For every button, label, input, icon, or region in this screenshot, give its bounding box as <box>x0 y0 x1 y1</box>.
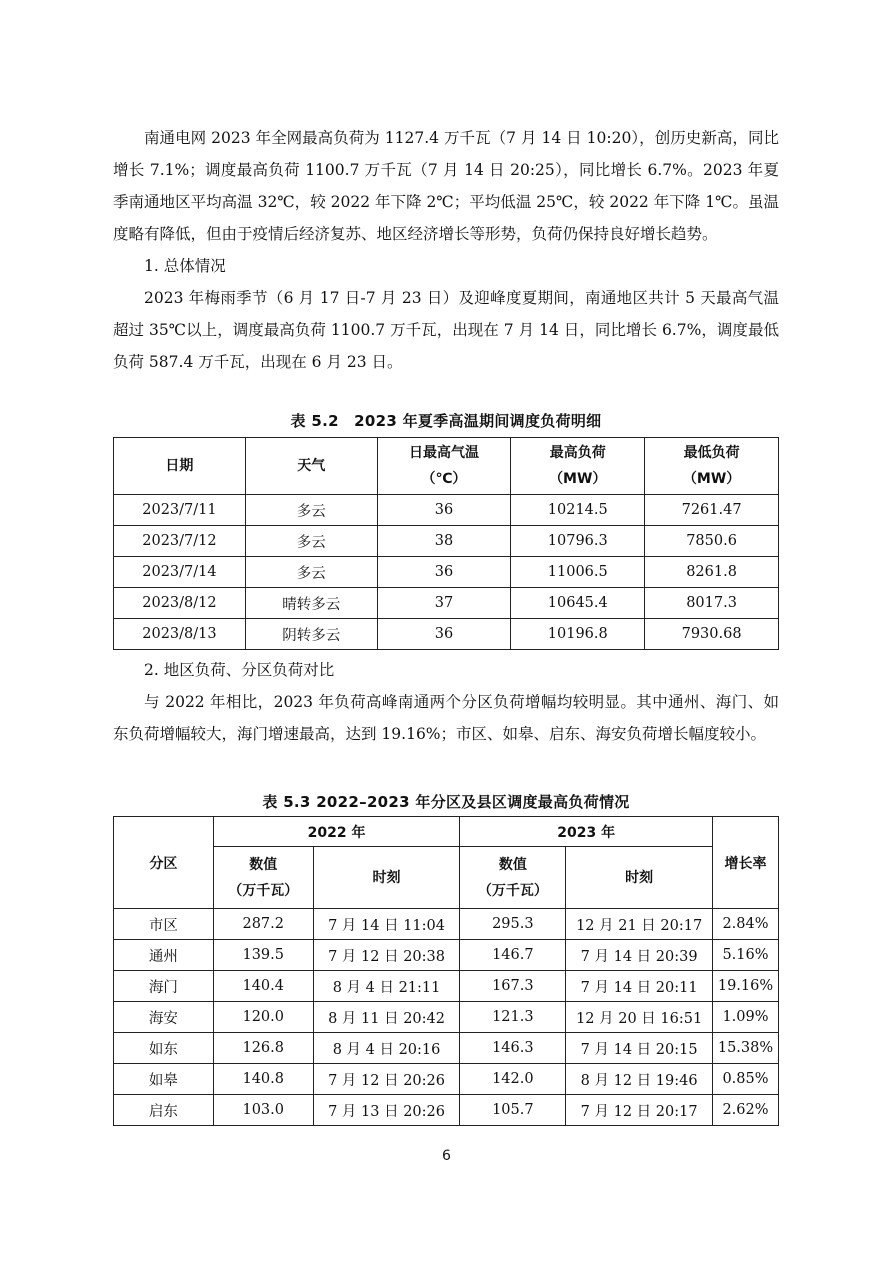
district-load-table <box>113 816 779 1126</box>
cell-time-2023: 7 月 14 日 20:11 <box>566 971 713 1002</box>
table-row <box>114 971 779 1002</box>
cell-time-2023: 8 月 12 日 19:46 <box>566 1064 713 1095</box>
cell-min-load: 7261.47 <box>645 495 779 526</box>
table1-caption: 表 5.2 2023 年夏季高温期间调度负荷明细 <box>290 412 602 430</box>
header-growth: 增长率 <box>713 817 779 909</box>
header-time-2023: 时刻 <box>566 847 713 909</box>
cell-min-load: 8261.8 <box>645 557 779 588</box>
cell-weather: 多云 <box>245 526 377 557</box>
cell-district: 市区 <box>114 909 214 940</box>
cell-growth: 2.84% <box>713 909 779 940</box>
cell-time-2022: 7 月 14 日 11:04 <box>313 909 460 940</box>
cell-value-2022: 126.8 <box>213 1033 313 1064</box>
summer-load-table <box>113 437 779 650</box>
table-row <box>114 588 779 619</box>
cell-value-2023: 105.7 <box>460 1095 566 1126</box>
table2-header-row-2 <box>114 847 779 909</box>
cell-weather: 多云 <box>245 557 377 588</box>
cell-time-2022: 7 月 13 日 20:26 <box>313 1095 460 1126</box>
header-max-temp: 日最高气温 （℃） <box>377 438 511 495</box>
table-row <box>114 1064 779 1095</box>
cell-time-2022: 8 月 4 日 20:16 <box>313 1033 460 1064</box>
cell-time-2023: 7 月 12 日 20:17 <box>566 1095 713 1126</box>
cell-value-2022: 103.0 <box>213 1095 313 1126</box>
header-value-2023: 数值 （万千瓦） <box>460 847 566 909</box>
cell-value-2022: 287.2 <box>213 909 313 940</box>
cell-time-2022: 8 月 11 日 20:42 <box>313 1002 460 1033</box>
cell-time-2022: 8 月 4 日 21:11 <box>313 971 460 1002</box>
header-district: 分区 <box>114 817 214 909</box>
section1-paragraph: 2023 年梅雨季节（6 月 17 日-7 月 23 日）及迎峰度夏期间，南通地区共计 5 天最高气温超过 35℃以上，调度最高负荷 1100.7 万千瓦，出现在 7 月 14 日，同比增长 6.7%，调度最低负荷 587.4 万千瓦，出现在 6 月 23 日。 <box>113 289 779 371</box>
header-time-2022: 时刻 <box>313 847 460 909</box>
cell-growth: 15.38% <box>713 1033 779 1064</box>
cell-min-load: 7850.6 <box>645 526 779 557</box>
cell-time-2023: 12 月 21 日 20:17 <box>566 909 713 940</box>
cell-max-load: 10214.5 <box>511 495 645 526</box>
cell-max-load: 10645.4 <box>511 588 645 619</box>
table-row <box>114 1033 779 1064</box>
header-year-2023: 2023 年 <box>460 817 713 847</box>
cell-district: 如皋 <box>114 1064 214 1095</box>
cell-growth: 0.85% <box>713 1064 779 1095</box>
cell-time-2022: 7 月 12 日 20:26 <box>313 1064 460 1095</box>
cell-max-temp: 36 <box>377 557 511 588</box>
header-value-2022: 数值 （万千瓦） <box>213 847 313 909</box>
cell-max-load: 10196.8 <box>511 619 645 650</box>
table-row <box>114 495 779 526</box>
cell-max-temp: 36 <box>377 619 511 650</box>
cell-weather: 晴转多云 <box>245 588 377 619</box>
cell-value-2022: 139.5 <box>213 940 313 971</box>
table-row <box>114 909 779 940</box>
cell-max-temp: 38 <box>377 526 511 557</box>
table-row <box>114 940 779 971</box>
cell-value-2023: 146.3 <box>460 1033 566 1064</box>
cell-growth: 19.16% <box>713 971 779 1002</box>
header-date: 日期 <box>114 438 246 495</box>
cell-date: 2023/8/12 <box>114 588 246 619</box>
section1-heading: 1. 总体情况 <box>144 257 226 275</box>
header-max-load: 最高负荷 （MW） <box>511 438 645 495</box>
cell-value-2022: 120.0 <box>213 1002 313 1033</box>
cell-growth: 5.16% <box>713 940 779 971</box>
header-weather: 天气 <box>245 438 377 495</box>
page-number: 6 <box>442 1148 451 1164</box>
cell-value-2022: 140.8 <box>213 1064 313 1095</box>
header-min-load: 最低负荷 （MW） <box>645 438 779 495</box>
cell-max-load: 10796.3 <box>511 526 645 557</box>
cell-growth: 1.09% <box>713 1002 779 1033</box>
cell-weather: 多云 <box>245 495 377 526</box>
cell-growth: 2.62% <box>713 1095 779 1126</box>
table-row <box>114 526 779 557</box>
cell-max-temp: 37 <box>377 588 511 619</box>
table-row <box>114 619 779 650</box>
cell-district: 海安 <box>114 1002 214 1033</box>
table-row <box>114 557 779 588</box>
cell-min-load: 7930.68 <box>645 619 779 650</box>
cell-value-2023: 142.0 <box>460 1064 566 1095</box>
table2-header-row-1 <box>114 817 779 847</box>
cell-min-load: 8017.3 <box>645 588 779 619</box>
cell-district: 如东 <box>114 1033 214 1064</box>
cell-value-2023: 167.3 <box>460 971 566 1002</box>
cell-time-2023: 12 月 20 日 16:51 <box>566 1002 713 1033</box>
cell-value-2023: 295.3 <box>460 909 566 940</box>
section2-paragraph: 与 2022 年相比，2023 年负荷高峰南通两个分区负荷增幅均较明显。其中通州、海门、如东负荷增幅较大，海门增速最高，达到 19.16%；市区、如皋、启东、海安负荷增长幅度较小。 <box>113 693 779 743</box>
table2-caption: 表 5.3 2022–2023 年分区及县区调度最高负荷情况 <box>262 793 630 811</box>
intro-paragraph: 南通电网 2023 年全网最高负荷为 1127.4 万千瓦（7 月 14 日 10:20），创历史新高，同比增长 7.1%；调度最高负荷 1100.7 万千瓦（7 月 14 日 20:25），同比增长 6.7%。2023 年夏季南通地区平均高温 32℃，较 2022 年下降 2℃；平均低温 25℃，较 2022 年下降 1℃。虽温度略有降低，但由于疫情后经济复苏、地区经济增长等形势，负荷仍保持良好增长趋势。 <box>113 129 779 243</box>
header-year-2022: 2022 年 <box>213 817 460 847</box>
section2-heading: 2. 地区负荷、分区负荷对比 <box>144 661 335 679</box>
cell-max-temp: 36 <box>377 495 511 526</box>
table-row <box>114 1002 779 1033</box>
cell-weather: 阴转多云 <box>245 619 377 650</box>
cell-time-2023: 7 月 14 日 20:39 <box>566 940 713 971</box>
section2 <box>113 654 779 750</box>
cell-value-2023: 121.3 <box>460 1002 566 1033</box>
cell-date: 2023/7/11 <box>114 495 246 526</box>
cell-date: 2023/8/13 <box>114 619 246 650</box>
cell-district: 通州 <box>114 940 214 971</box>
cell-value-2022: 140.4 <box>213 971 313 1002</box>
table1-header-row <box>114 438 779 495</box>
table-row <box>114 1095 779 1126</box>
cell-time-2022: 7 月 12 日 20:38 <box>313 940 460 971</box>
cell-time-2023: 7 月 14 日 20:15 <box>566 1033 713 1064</box>
intro-section <box>113 122 779 378</box>
cell-date: 2023/7/12 <box>114 526 246 557</box>
cell-district: 海门 <box>114 971 214 1002</box>
cell-max-load: 11006.5 <box>511 557 645 588</box>
cell-date: 2023/7/14 <box>114 557 246 588</box>
cell-district: 启东 <box>114 1095 214 1126</box>
cell-value-2023: 146.7 <box>460 940 566 971</box>
